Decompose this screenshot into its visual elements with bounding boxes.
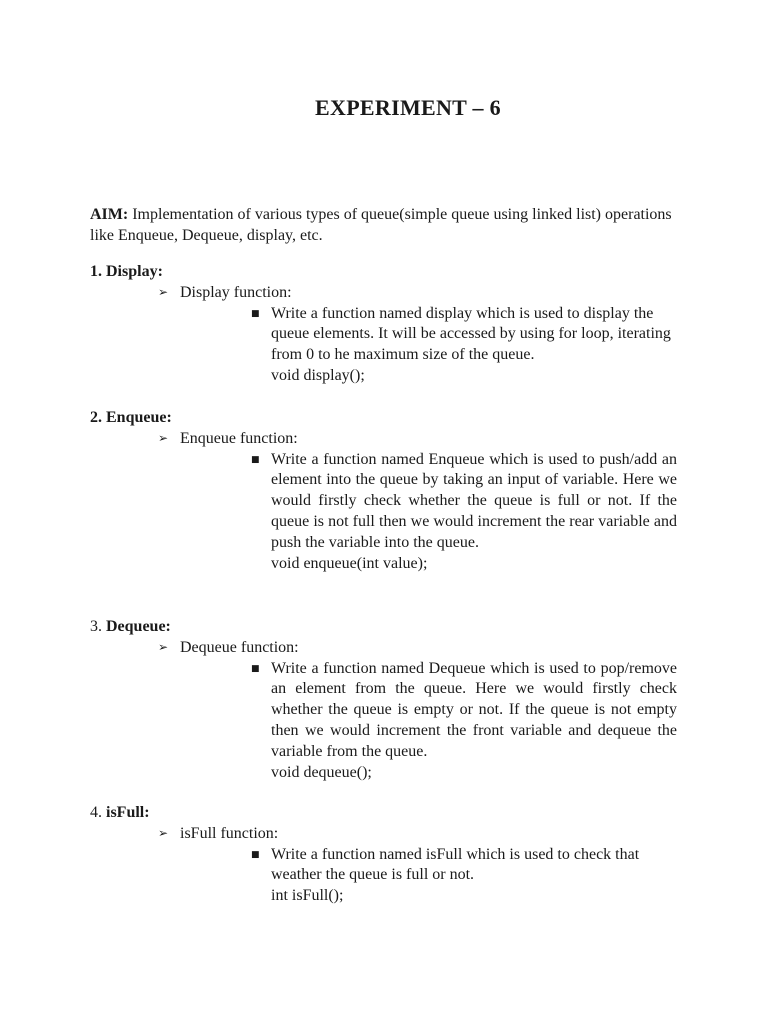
subheading-row [90, 824, 690, 845]
square-bullet-icon: ■ [251, 849, 260, 860]
function-signature: void enqueue(int value); [271, 554, 428, 572]
description: Write a function named Enqueue which is used to push/add an element into the queue by taking an input of variable. Here we would firstly check whether the queue is full or not. If the queue is not full then we would increment the rear variable and push the variable into the queue. [271, 450, 677, 551]
function-signature: int isFull(); [271, 887, 344, 905]
section-number: 4. [90, 804, 102, 821]
section-number: 3. [90, 618, 102, 635]
section-label: isFull: [106, 804, 150, 821]
arrow-bullet-icon: ➢ [158, 284, 169, 299]
subheading-row [90, 283, 690, 304]
section-display [90, 262, 690, 387]
arrow-bullet-icon: ➢ [158, 825, 169, 840]
description: Write a function named Dequeue which is used to pop/remove an element from the queue. Here we would firstly check whether the queue is empty or not. If the queue is not empty then we would increment the front variable and dequeue the variable from the queue. [271, 659, 677, 760]
section-isfull [90, 803, 690, 907]
section-dequeue [90, 617, 690, 783]
description-row [90, 845, 690, 887]
section-enqueue [90, 408, 690, 574]
section-number: 2. [90, 409, 102, 426]
page-title: EXPERIMENT – 6 [315, 95, 501, 120]
subheading: Dequeue function: [180, 638, 299, 656]
description: Write a function named isFull which is used to check that weather the queue is full or not. [271, 845, 640, 884]
section-label: Display: [106, 263, 163, 280]
section-heading [90, 262, 690, 283]
section-heading [90, 617, 690, 638]
description-row [90, 450, 690, 554]
aim-paragraph [90, 204, 690, 246]
section-number: 1. [90, 263, 102, 280]
function-signature: void display(); [271, 366, 365, 384]
subheading: isFull function: [180, 824, 279, 842]
square-bullet-icon: ■ [251, 663, 260, 674]
subheading-row [90, 638, 690, 659]
section-label: Dequeue: [106, 618, 171, 635]
section-heading [90, 408, 690, 429]
section-heading [90, 803, 690, 824]
description-row [90, 659, 690, 763]
square-bullet-icon: ■ [251, 454, 260, 465]
subheading: Display function: [180, 283, 292, 301]
function-signature: void dequeue(); [271, 763, 372, 781]
description-row [90, 304, 690, 366]
subheading-row [90, 429, 690, 450]
aim-text: Implementation of various types of queue(simple queue using linked list) operations like Enqueue, Dequeue, display, etc. [90, 206, 672, 244]
subheading: Enqueue function: [180, 429, 298, 447]
arrow-bullet-icon: ➢ [158, 430, 169, 445]
aim-label: AIM: [90, 206, 129, 223]
section-label: Enqueue: [106, 409, 172, 426]
description: Write a function named display which is used to display the queue elements. It will be accessed by using for loop, iterating from 0 to he maximum size of the queue. [271, 304, 671, 364]
square-bullet-icon: ■ [251, 308, 260, 319]
arrow-bullet-icon: ➢ [158, 639, 169, 654]
